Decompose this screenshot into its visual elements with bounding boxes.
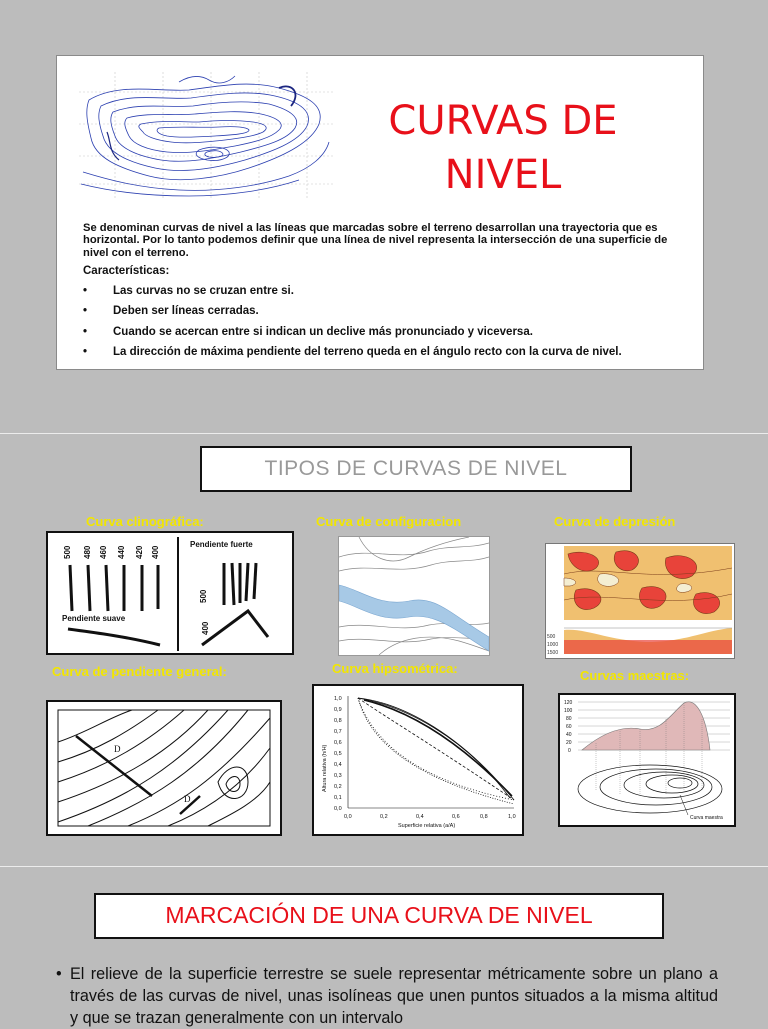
- svg-text:440: 440: [117, 545, 126, 559]
- svg-text:D: D: [184, 794, 191, 804]
- svg-text:500: 500: [199, 589, 208, 603]
- bullet-glyph: •: [83, 325, 88, 338]
- svg-text:Pendiente suave: Pendiente suave: [62, 614, 126, 623]
- svg-text:0,4: 0,4: [416, 814, 424, 820]
- svg-text:500: 500: [63, 545, 72, 559]
- hipsometrica-image: [312, 684, 524, 836]
- maestras-image: [558, 693, 736, 827]
- list-item: • Las curvas no se cruzan entre si.: [83, 285, 294, 297]
- svg-text:400: 400: [151, 545, 160, 559]
- bullet-glyph: •: [83, 285, 88, 297]
- svg-text:500: 500: [547, 634, 556, 640]
- svg-text:0,2: 0,2: [380, 814, 388, 820]
- svg-text:0,1: 0,1: [334, 795, 342, 801]
- content-card: [56, 55, 704, 370]
- caption-clinografica: Curva clinográfica:: [86, 514, 204, 529]
- svg-text:1,0: 1,0: [334, 696, 342, 702]
- contour-map-image: [79, 72, 333, 198]
- svg-text:0,0: 0,0: [344, 814, 352, 820]
- caption-depresion: Curva de depresión: [554, 514, 676, 529]
- depresion-image: [545, 543, 735, 659]
- title-line-1: CURVAS DE: [388, 98, 618, 144]
- svg-text:100: 100: [564, 708, 573, 714]
- slide-title: [353, 94, 653, 202]
- bullet-glyph: •: [83, 345, 88, 358]
- slide-1: [0, 0, 768, 432]
- svg-text:0,4: 0,4: [334, 762, 342, 768]
- svg-text:60: 60: [566, 724, 572, 730]
- pendiente-general-image: [46, 700, 282, 836]
- svg-text:0,9: 0,9: [334, 707, 342, 713]
- svg-text:0: 0: [568, 748, 571, 754]
- svg-text:Curva maestra: Curva maestra: [690, 815, 723, 821]
- svg-text:0,2: 0,2: [334, 784, 342, 790]
- caption-pendiente-general: Curva de pendiente general:: [52, 664, 227, 679]
- section-title-box: [94, 893, 664, 939]
- svg-text:0,8: 0,8: [334, 718, 342, 724]
- bullet-glyph: •: [83, 305, 88, 318]
- svg-text:1,0: 1,0: [508, 814, 516, 820]
- paragraph-text: El relieve de la superficie terrestre se suele representar métricamente sobre un plano a través de las curvas de nivel, unas isolíneas que unen puntos situados a la misma altitud y que se trazan generalmente con un intervalo: [70, 965, 718, 1027]
- svg-text:20: 20: [566, 740, 572, 746]
- body-paragraph: [56, 963, 718, 1029]
- configuracion-image: [338, 536, 490, 656]
- svg-text:1500: 1500: [547, 650, 559, 656]
- svg-text:Pendiente fuerte: Pendiente fuerte: [190, 540, 253, 549]
- title-line-2: NIVEL: [444, 152, 562, 198]
- svg-text:80: 80: [566, 716, 572, 722]
- caption-maestras: Curvas maestras:: [580, 668, 690, 683]
- section-title: MARCACIÓN DE UNA CURVA DE NIVEL: [165, 902, 593, 928]
- list-item: • Cuando se acercan entre si indican un declive más pronunciado y viceversa.: [83, 325, 533, 338]
- svg-text:420: 420: [135, 545, 144, 559]
- svg-text:460: 460: [99, 545, 108, 559]
- section-title: TIPOS DE CURVAS DE NIVEL: [264, 457, 568, 480]
- svg-text:0,7: 0,7: [334, 729, 342, 735]
- section-title-box: [200, 446, 632, 492]
- svg-text:0,8: 0,8: [480, 814, 488, 820]
- svg-text:0,3: 0,3: [334, 773, 342, 779]
- svg-text:400: 400: [201, 621, 210, 635]
- svg-text:D: D: [114, 744, 121, 754]
- bullet-glyph: •: [56, 965, 62, 983]
- list-item: • Deben ser líneas cerradas.: [83, 305, 259, 318]
- clinografica-image: [46, 531, 294, 655]
- svg-text:0,5: 0,5: [334, 751, 342, 757]
- svg-text:0,6: 0,6: [334, 740, 342, 746]
- svg-text:1000: 1000: [547, 642, 559, 648]
- svg-text:0,0: 0,0: [334, 806, 342, 812]
- svg-text:120: 120: [564, 700, 573, 706]
- svg-text:0,6: 0,6: [452, 814, 460, 820]
- svg-text:40: 40: [566, 732, 572, 738]
- characteristics-label: Características:: [83, 265, 170, 277]
- list-item: • La dirección de máxima pendiente del terreno queda en el ángulo recto con la curva de nivel.: [83, 345, 622, 358]
- svg-text:Superficie relativa (a/A): Superficie relativa (a/A): [398, 823, 456, 829]
- caption-configuracion: Curva de configuracion: [316, 514, 462, 529]
- caption-hipsometrica: Curva hipsométrica:: [332, 661, 458, 676]
- characteristics-list: [83, 285, 693, 366]
- definition-text: Se denominan curvas de nivel a las líneas que marcadas sobre el terreno desarrollan una trayectoria que es horizontal. Por lo tanto podemos definir que una línea de nivel representa la intersección de una superficie de nivel con el terreno.: [83, 222, 668, 259]
- svg-text:Altura relativa (h/H): Altura relativa (h/H): [322, 744, 328, 792]
- svg-text:480: 480: [83, 545, 92, 559]
